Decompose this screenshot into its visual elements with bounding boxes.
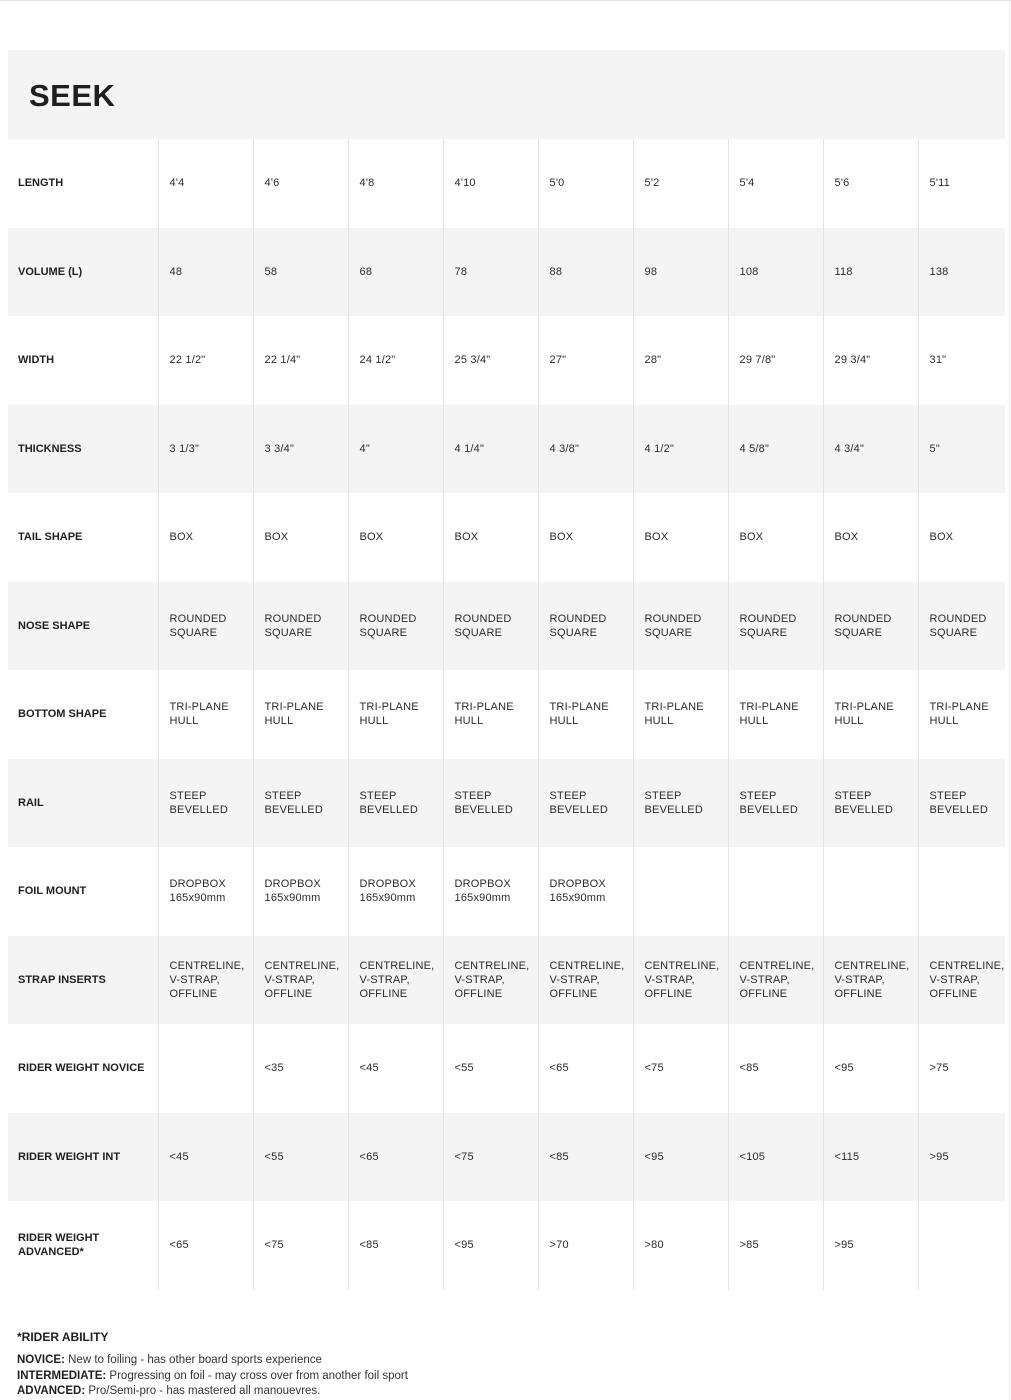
table-cell: STEEP BEVELLED — [538, 759, 633, 848]
table-row — [8, 582, 1005, 671]
table-cell: 4'4 — [158, 139, 253, 228]
table-cell: <65 — [538, 1024, 633, 1113]
table-cell: DROPBOX 165x90mm — [443, 847, 538, 936]
table-cell: >70 — [538, 1201, 633, 1290]
right-divider — [1009, 0, 1010, 1400]
table-cell: 22 1/2" — [158, 316, 253, 405]
footer-intermediate — [17, 1369, 408, 1385]
table-cell: STEEP BEVELLED — [253, 759, 348, 848]
table-cell: 108 — [728, 228, 823, 317]
table-cell: BOX — [158, 493, 253, 582]
table-cell: 4 1/4" — [443, 405, 538, 494]
table-row — [8, 1024, 1005, 1113]
table-cell: STEEP BEVELLED — [918, 759, 1005, 848]
table-cell: >80 — [633, 1201, 728, 1290]
table-cell — [823, 847, 918, 936]
rider-ability-footer — [17, 1330, 408, 1400]
table-cell: 78 — [443, 228, 538, 317]
row-label: LENGTH — [18, 177, 64, 190]
table-cell: 5'0 — [538, 139, 633, 228]
footer-heading: *RIDER ABILITY — [17, 1330, 109, 1344]
table-cell: <95 — [823, 1024, 918, 1113]
table-cell: 28" — [633, 316, 728, 405]
table-cell: <85 — [348, 1201, 443, 1290]
table-cell: ROUNDED SQUARE — [633, 582, 728, 671]
table-cell: CENTRELINE, V-STRAP, OFFLINE — [158, 936, 253, 1025]
table-cell: 4'6 — [253, 139, 348, 228]
table-cell: DROPBOX 165x90mm — [538, 847, 633, 936]
table-cell: <55 — [253, 1113, 348, 1202]
table-cell: ROUNDED SQUARE — [823, 582, 918, 671]
table-cell: 4 3/8" — [538, 405, 633, 494]
top-divider — [0, 0, 1011, 1]
table-cell: 27" — [538, 316, 633, 405]
table-cell: ROUNDED SQUARE — [728, 582, 823, 671]
table-cell: ROUNDED SQUARE — [918, 582, 1005, 671]
table-cell: <65 — [348, 1113, 443, 1202]
row-label: TAIL SHAPE — [18, 531, 83, 544]
row-label: NOSE SHAPE — [8, 582, 158, 671]
table-cell: 4" — [348, 405, 443, 494]
table-cell: TRI-PLANE HULL — [443, 670, 538, 759]
row-label: RIDER WEIGHT NOVICE — [18, 1062, 145, 1075]
table-cell: >85 — [728, 1201, 823, 1290]
table-cell: 29 7/8" — [728, 316, 823, 405]
footer-term: NOVICE: — [17, 1354, 65, 1366]
table-cell: 98 — [633, 228, 728, 317]
footer-advanced — [17, 1384, 408, 1400]
table-cell: <95 — [443, 1201, 538, 1290]
table-cell: CENTRELINE, V-STRAP, OFFLINE — [348, 936, 443, 1025]
table-cell: TRI-PLANE HULL — [823, 670, 918, 759]
table-cell: ROUNDED SQUARE — [443, 582, 538, 671]
table-cell: >75 — [918, 1024, 1005, 1113]
table-cell: 4'8 — [348, 139, 443, 228]
table-row — [8, 936, 1005, 1025]
table-cell: <55 — [443, 1024, 538, 1113]
table-cell: CENTRELINE, V-STRAP, OFFLINE — [728, 936, 823, 1025]
table-cell: <65 — [158, 1201, 253, 1290]
table-cell: ROUNDED SQUARE — [348, 582, 443, 671]
table-row — [8, 139, 1005, 228]
table-cell: 24 1/2" — [348, 316, 443, 405]
table-cell: TRI-PLANE HULL — [348, 670, 443, 759]
table-cell: TRI-PLANE HULL — [633, 670, 728, 759]
table-cell: 3 1/3" — [158, 405, 253, 494]
table-cell: 5'6 — [823, 139, 918, 228]
row-label: STRAP INSERTS — [8, 936, 158, 1025]
table-cell: 5" — [918, 405, 1005, 494]
table-cell: CENTRELINE, V-STRAP, OFFLINE — [823, 936, 918, 1025]
table-row — [8, 1201, 1005, 1290]
table-cell: STEEP BEVELLED — [823, 759, 918, 848]
table-cell: DROPBOX 165x90mm — [158, 847, 253, 936]
table-row — [8, 847, 1005, 936]
table-cell: <95 — [633, 1113, 728, 1202]
row-label: WIDTH — [18, 354, 55, 367]
table-cell: <85 — [538, 1113, 633, 1202]
table-cell: DROPBOX 165x90mm — [348, 847, 443, 936]
table-cell: BOX — [918, 493, 1005, 582]
table-cell: <45 — [158, 1113, 253, 1202]
table-cell: DROPBOX 165x90mm — [253, 847, 348, 936]
table-cell: CENTRELINE, V-STRAP, OFFLINE — [633, 936, 728, 1025]
table-cell: 88 — [538, 228, 633, 317]
table-cell: <115 — [823, 1113, 918, 1202]
table-cell: >95 — [918, 1113, 1005, 1202]
table-row — [8, 1113, 1005, 1202]
table-cell: <75 — [633, 1024, 728, 1113]
table-cell: 4 1/2" — [633, 405, 728, 494]
table-cell: TRI-PLANE HULL — [538, 670, 633, 759]
table-cell: STEEP BEVELLED — [728, 759, 823, 848]
row-label: VOLUME (L) — [8, 228, 158, 317]
table-cell: ROUNDED SQUARE — [158, 582, 253, 671]
spec-table — [8, 139, 1005, 1290]
table-cell: BOX — [823, 493, 918, 582]
table-cell: <35 — [253, 1024, 348, 1113]
table-cell — [633, 847, 728, 936]
footer-term: ADVANCED: — [17, 1385, 86, 1397]
table-cell: CENTRELINE, V-STRAP, OFFLINE — [918, 936, 1005, 1025]
table-row — [8, 759, 1005, 848]
footer-term: INTERMEDIATE: — [17, 1369, 107, 1382]
table-cell: CENTRELINE, V-STRAP, OFFLINE — [538, 936, 633, 1025]
table-row — [8, 493, 1005, 582]
table-cell: 48 — [158, 228, 253, 317]
table-cell: 4 3/4" — [823, 405, 918, 494]
footer-novice — [17, 1353, 408, 1369]
table-cell: 3 3/4" — [253, 405, 348, 494]
table-cell: BOX — [728, 493, 823, 582]
table-cell — [158, 1024, 253, 1113]
table-cell: <85 — [728, 1024, 823, 1113]
table-row — [8, 228, 1005, 317]
table-cell: ROUNDED SQUARE — [538, 582, 633, 671]
table-cell: 31" — [918, 316, 1005, 405]
table-cell: 5'2 — [633, 139, 728, 228]
row-label: FOIL MOUNT — [18, 885, 87, 898]
table-cell: BOX — [348, 493, 443, 582]
table-cell: 58 — [253, 228, 348, 317]
table-cell: TRI-PLANE HULL — [253, 670, 348, 759]
table-cell: 29 3/4" — [823, 316, 918, 405]
table-cell: TRI-PLANE HULL — [728, 670, 823, 759]
table-cell: 68 — [348, 228, 443, 317]
footer-desc: Pro/Semi-pro - has mastered all manouevres. — [85, 1385, 321, 1397]
table-cell — [918, 1201, 1005, 1290]
row-label: RAIL — [8, 759, 158, 848]
table-cell: 25 3/4" — [443, 316, 538, 405]
table-cell: <105 — [728, 1113, 823, 1202]
table-cell: STEEP BEVELLED — [633, 759, 728, 848]
table-cell: 22 1/4" — [253, 316, 348, 405]
table-cell: 5'11 — [918, 139, 1005, 228]
table-cell: ROUNDED SQUARE — [253, 582, 348, 671]
table-cell: TRI-PLANE HULL — [158, 670, 253, 759]
footer-desc: Progressing on foil - may cross over from another foil sport — [106, 1369, 408, 1382]
row-label: RIDER WEIGHT ADVANCED* — [18, 1232, 100, 1259]
title-band — [8, 50, 1005, 139]
table-row — [8, 316, 1005, 405]
row-label: RIDER WEIGHT INT — [8, 1113, 158, 1202]
table-cell: CENTRELINE, V-STRAP, OFFLINE — [253, 936, 348, 1025]
table-cell: 4 5/8" — [728, 405, 823, 494]
table-cell: >95 — [823, 1201, 918, 1290]
table-cell: <75 — [253, 1201, 348, 1290]
table-cell: <45 — [348, 1024, 443, 1113]
table-cell: STEEP BEVELLED — [348, 759, 443, 848]
table-row — [8, 670, 1005, 759]
table-cell: TRI-PLANE HULL — [918, 670, 1005, 759]
table-cell: 4'10 — [443, 139, 538, 228]
footer-desc: New to foiling - has other board sports experience — [64, 1354, 322, 1366]
table-cell: BOX — [253, 493, 348, 582]
table-cell — [728, 847, 823, 936]
table-row — [8, 405, 1005, 494]
table-cell: BOX — [538, 493, 633, 582]
table-cell: STEEP BEVELLED — [443, 759, 538, 848]
table-cell: 118 — [823, 228, 918, 317]
page-title: SEEK — [29, 78, 116, 113]
row-label: THICKNESS — [8, 405, 158, 494]
table-cell: STEEP BEVELLED — [158, 759, 253, 848]
table-cell: <75 — [443, 1113, 538, 1202]
table-cell — [918, 847, 1005, 936]
table-cell: 138 — [918, 228, 1005, 317]
table-cell: BOX — [443, 493, 538, 582]
table-cell: BOX — [633, 493, 728, 582]
table-cell: CENTRELINE, V-STRAP, OFFLINE — [443, 936, 538, 1025]
table-cell: 5'4 — [728, 139, 823, 228]
row-label: BOTTOM SHAPE — [18, 708, 107, 721]
